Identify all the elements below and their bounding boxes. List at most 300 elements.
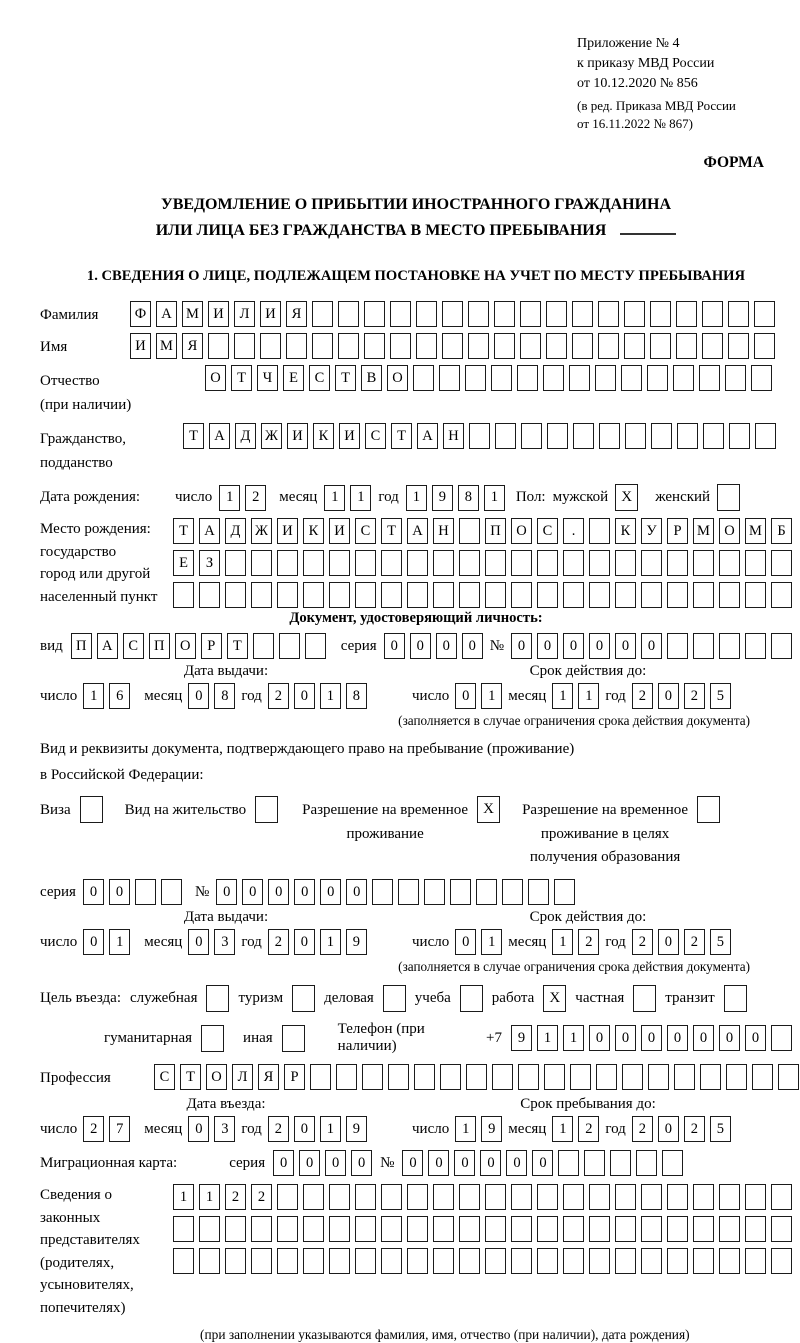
form-cell[interactable]: Л xyxy=(232,1064,253,1090)
form-cell[interactable] xyxy=(511,1184,532,1210)
form-cell[interactable] xyxy=(465,365,486,391)
form-cell[interactable]: С xyxy=(537,518,558,544)
form-cell[interactable]: 0 xyxy=(532,1150,553,1176)
form-cell[interactable] xyxy=(674,1064,695,1090)
purpose-official-checkbox[interactable] xyxy=(206,985,229,1012)
form-cell[interactable] xyxy=(702,333,723,359)
form-cell[interactable] xyxy=(745,1184,766,1210)
form-cell[interactable] xyxy=(667,582,688,608)
form-cell[interactable] xyxy=(381,1184,402,1210)
form-cell[interactable] xyxy=(390,301,411,327)
form-cell[interactable] xyxy=(310,1064,331,1090)
form-cell[interactable] xyxy=(641,1184,662,1210)
form-cell[interactable] xyxy=(547,423,568,449)
form-cell[interactable] xyxy=(251,550,272,576)
form-cell[interactable]: 0 xyxy=(641,633,662,659)
form-cell[interactable] xyxy=(625,423,646,449)
form-cell[interactable]: 0 xyxy=(615,1025,636,1051)
form-cell[interactable] xyxy=(563,1248,584,1274)
form-cell[interactable]: 8 xyxy=(346,683,367,709)
form-cell[interactable]: 9 xyxy=(346,1116,367,1142)
form-cell[interactable] xyxy=(589,1248,610,1274)
form-cell[interactable]: Ж xyxy=(251,518,272,544)
form-cell[interactable] xyxy=(381,1248,402,1274)
form-cell[interactable]: 0 xyxy=(299,1150,320,1176)
form-cell[interactable] xyxy=(719,1248,740,1274)
form-cell[interactable] xyxy=(433,1184,454,1210)
form-cell[interactable] xyxy=(745,582,766,608)
form-cell[interactable]: Т xyxy=(381,518,402,544)
form-cell[interactable] xyxy=(338,333,359,359)
form-cell[interactable]: 0 xyxy=(402,1150,423,1176)
form-cell[interactable] xyxy=(729,423,750,449)
form-cell[interactable]: 1 xyxy=(173,1184,194,1210)
form-cell[interactable] xyxy=(622,1064,643,1090)
purpose-private-checkbox[interactable] xyxy=(633,985,656,1012)
form-cell[interactable]: 0 xyxy=(242,879,263,905)
form-cell[interactable] xyxy=(667,633,688,659)
form-cell[interactable] xyxy=(719,1184,740,1210)
form-cell[interactable]: 5 xyxy=(710,929,731,955)
form-cell[interactable]: 1 xyxy=(320,683,341,709)
form-cell[interactable] xyxy=(667,1216,688,1242)
form-cell[interactable] xyxy=(537,582,558,608)
form-cell[interactable] xyxy=(693,582,714,608)
form-cell[interactable] xyxy=(728,301,749,327)
form-cell[interactable] xyxy=(752,1064,773,1090)
form-cell[interactable] xyxy=(253,633,274,659)
form-cell[interactable] xyxy=(459,1184,480,1210)
form-cell[interactable]: 0 xyxy=(83,879,104,905)
form-cell[interactable]: 6 xyxy=(109,683,130,709)
form-cell[interactable] xyxy=(199,1216,220,1242)
form-cell[interactable]: Д xyxy=(225,518,246,544)
form-cell[interactable]: Т xyxy=(227,633,248,659)
form-cell[interactable]: 0 xyxy=(384,633,405,659)
form-cell[interactable] xyxy=(407,550,428,576)
form-cell[interactable] xyxy=(719,633,740,659)
form-cell[interactable]: 8 xyxy=(214,683,235,709)
form-cell[interactable]: 1 xyxy=(219,485,240,511)
form-cell[interactable] xyxy=(537,1216,558,1242)
form-cell[interactable] xyxy=(372,879,393,905)
form-cell[interactable] xyxy=(520,301,541,327)
form-cell[interactable] xyxy=(135,879,156,905)
form-cell[interactable] xyxy=(641,582,662,608)
form-cell[interactable]: 0 xyxy=(188,1116,209,1142)
form-cell[interactable]: 0 xyxy=(480,1150,501,1176)
form-cell[interactable] xyxy=(771,1184,792,1210)
form-cell[interactable] xyxy=(414,1064,435,1090)
form-cell[interactable]: О xyxy=(205,365,226,391)
form-cell[interactable] xyxy=(563,1184,584,1210)
form-cell[interactable]: 1 xyxy=(324,485,345,511)
form-cell[interactable]: М xyxy=(182,301,203,327)
form-cell[interactable] xyxy=(173,582,194,608)
form-cell[interactable] xyxy=(544,1064,565,1090)
form-cell[interactable]: А xyxy=(209,423,230,449)
form-cell[interactable] xyxy=(491,365,512,391)
form-cell[interactable] xyxy=(615,1216,636,1242)
form-cell[interactable]: 1 xyxy=(199,1184,220,1210)
form-cell[interactable] xyxy=(416,301,437,327)
form-cell[interactable]: 0 xyxy=(589,1025,610,1051)
form-cell[interactable] xyxy=(693,1216,714,1242)
form-cell[interactable] xyxy=(234,333,255,359)
form-cell[interactable] xyxy=(277,1184,298,1210)
form-cell[interactable] xyxy=(563,550,584,576)
form-cell[interactable] xyxy=(260,333,281,359)
form-cell[interactable] xyxy=(699,365,720,391)
form-cell[interactable] xyxy=(771,550,792,576)
form-cell[interactable] xyxy=(667,1248,688,1274)
form-cell[interactable]: З xyxy=(199,550,220,576)
form-cell[interactable] xyxy=(199,582,220,608)
form-cell[interactable]: Д xyxy=(235,423,256,449)
form-cell[interactable] xyxy=(563,1216,584,1242)
form-cell[interactable] xyxy=(521,423,542,449)
form-cell[interactable] xyxy=(572,301,593,327)
form-cell[interactable]: С xyxy=(365,423,386,449)
form-cell[interactable] xyxy=(726,1064,747,1090)
form-cell[interactable] xyxy=(570,1064,591,1090)
form-cell[interactable]: О xyxy=(175,633,196,659)
form-cell[interactable] xyxy=(537,1184,558,1210)
form-cell[interactable] xyxy=(745,1216,766,1242)
form-cell[interactable]: 0 xyxy=(455,929,476,955)
sex-male-checkbox[interactable]: X xyxy=(615,484,638,511)
form-cell[interactable] xyxy=(745,1248,766,1274)
form-cell[interactable] xyxy=(771,633,792,659)
form-cell[interactable] xyxy=(511,550,532,576)
form-cell[interactable] xyxy=(355,1216,376,1242)
form-cell[interactable]: Т xyxy=(335,365,356,391)
form-cell[interactable]: С xyxy=(355,518,376,544)
purpose-humanitarian-checkbox[interactable] xyxy=(201,1025,224,1052)
form-cell[interactable]: М xyxy=(156,333,177,359)
form-cell[interactable]: Т xyxy=(231,365,252,391)
form-cell[interactable]: Т xyxy=(183,423,204,449)
form-cell[interactable] xyxy=(494,301,515,327)
form-cell[interactable] xyxy=(485,1216,506,1242)
form-cell[interactable] xyxy=(388,1064,409,1090)
purpose-tourism-checkbox[interactable] xyxy=(292,985,315,1012)
form-cell[interactable] xyxy=(771,1025,792,1051)
form-cell[interactable]: 2 xyxy=(632,1116,653,1142)
form-cell[interactable]: Ф xyxy=(130,301,151,327)
form-cell[interactable]: 1 xyxy=(537,1025,558,1051)
form-cell[interactable] xyxy=(554,879,575,905)
form-cell[interactable] xyxy=(442,301,463,327)
form-cell[interactable]: Е xyxy=(173,550,194,576)
form-cell[interactable] xyxy=(161,879,182,905)
form-cell[interactable]: 1 xyxy=(320,929,341,955)
form-cell[interactable]: 0 xyxy=(216,879,237,905)
form-cell[interactable]: И xyxy=(287,423,308,449)
form-cell[interactable] xyxy=(693,633,714,659)
form-cell[interactable] xyxy=(398,879,419,905)
form-cell[interactable] xyxy=(673,365,694,391)
form-cell[interactable] xyxy=(589,582,610,608)
form-cell[interactable]: 2 xyxy=(245,485,266,511)
form-cell[interactable] xyxy=(466,1064,487,1090)
form-cell[interactable] xyxy=(589,1184,610,1210)
form-cell[interactable] xyxy=(546,333,567,359)
form-cell[interactable] xyxy=(771,582,792,608)
form-cell[interactable] xyxy=(303,582,324,608)
form-cell[interactable] xyxy=(589,518,610,544)
form-cell[interactable]: 2 xyxy=(268,1116,289,1142)
form-cell[interactable] xyxy=(468,333,489,359)
form-cell[interactable] xyxy=(225,1216,246,1242)
form-cell[interactable]: 3 xyxy=(214,1116,235,1142)
form-cell[interactable] xyxy=(755,423,776,449)
form-cell[interactable]: 0 xyxy=(188,683,209,709)
form-cell[interactable]: 2 xyxy=(684,1116,705,1142)
form-cell[interactable]: П xyxy=(485,518,506,544)
form-cell[interactable] xyxy=(251,1248,272,1274)
form-cell[interactable] xyxy=(725,365,746,391)
form-cell[interactable]: 1 xyxy=(552,683,573,709)
form-cell[interactable]: 0 xyxy=(745,1025,766,1051)
form-cell[interactable]: . xyxy=(563,518,584,544)
form-cell[interactable] xyxy=(329,550,350,576)
form-cell[interactable] xyxy=(459,582,480,608)
form-cell[interactable] xyxy=(381,1216,402,1242)
form-cell[interactable] xyxy=(598,301,619,327)
form-cell[interactable] xyxy=(615,550,636,576)
form-cell[interactable] xyxy=(433,550,454,576)
form-cell[interactable]: 2 xyxy=(83,1116,104,1142)
form-cell[interactable]: А xyxy=(199,518,220,544)
form-cell[interactable] xyxy=(407,1216,428,1242)
form-cell[interactable]: У xyxy=(641,518,662,544)
form-cell[interactable]: 2 xyxy=(632,929,653,955)
form-cell[interactable]: 9 xyxy=(346,929,367,955)
form-cell[interactable]: Р xyxy=(667,518,688,544)
form-cell[interactable]: 2 xyxy=(268,683,289,709)
form-cell[interactable]: 1 xyxy=(578,683,599,709)
form-cell[interactable] xyxy=(355,1248,376,1274)
form-cell[interactable] xyxy=(537,550,558,576)
form-cell[interactable] xyxy=(303,1184,324,1210)
form-cell[interactable] xyxy=(693,550,714,576)
form-cell[interactable] xyxy=(584,1150,605,1176)
form-cell[interactable]: 0 xyxy=(188,929,209,955)
form-cell[interactable]: 0 xyxy=(462,633,483,659)
form-cell[interactable]: 0 xyxy=(658,929,679,955)
form-cell[interactable] xyxy=(355,550,376,576)
form-cell[interactable] xyxy=(589,1216,610,1242)
form-cell[interactable] xyxy=(329,1248,350,1274)
form-cell[interactable]: 0 xyxy=(455,683,476,709)
form-cell[interactable]: 1 xyxy=(109,929,130,955)
form-cell[interactable]: А xyxy=(156,301,177,327)
purpose-work-checkbox[interactable]: X xyxy=(543,985,566,1012)
form-cell[interactable]: 0 xyxy=(436,633,457,659)
form-cell[interactable]: 0 xyxy=(537,633,558,659)
form-cell[interactable]: Я xyxy=(286,301,307,327)
form-cell[interactable] xyxy=(599,423,620,449)
form-cell[interactable]: Т xyxy=(391,423,412,449)
form-cell[interactable]: И xyxy=(329,518,350,544)
form-cell[interactable] xyxy=(225,582,246,608)
form-cell[interactable]: Т xyxy=(180,1064,201,1090)
form-cell[interactable] xyxy=(596,1064,617,1090)
form-cell[interactable] xyxy=(598,333,619,359)
form-cell[interactable]: 1 xyxy=(552,1116,573,1142)
form-cell[interactable]: 2 xyxy=(632,683,653,709)
form-cell[interactable]: К xyxy=(313,423,334,449)
form-cell[interactable]: 2 xyxy=(684,683,705,709)
form-cell[interactable] xyxy=(771,1216,792,1242)
form-cell[interactable]: 1 xyxy=(484,485,505,511)
form-cell[interactable] xyxy=(173,1248,194,1274)
form-cell[interactable] xyxy=(511,1216,532,1242)
form-cell[interactable]: 0 xyxy=(294,683,315,709)
form-cell[interactable] xyxy=(433,1216,454,1242)
form-cell[interactable] xyxy=(537,1248,558,1274)
form-cell[interactable] xyxy=(277,1216,298,1242)
form-cell[interactable]: Я xyxy=(182,333,203,359)
form-cell[interactable]: 3 xyxy=(214,929,235,955)
form-cell[interactable] xyxy=(641,1248,662,1274)
form-cell[interactable]: 2 xyxy=(251,1184,272,1210)
form-cell[interactable] xyxy=(495,423,516,449)
form-cell[interactable] xyxy=(589,550,610,576)
form-cell[interactable] xyxy=(492,1064,513,1090)
form-cell[interactable]: 0 xyxy=(658,1116,679,1142)
form-cell[interactable]: 1 xyxy=(350,485,371,511)
form-cell[interactable] xyxy=(624,301,645,327)
form-cell[interactable] xyxy=(621,365,642,391)
visa-checkbox[interactable] xyxy=(80,796,103,823)
form-cell[interactable] xyxy=(771,1248,792,1274)
form-cell[interactable]: 1 xyxy=(481,683,502,709)
form-cell[interactable] xyxy=(329,582,350,608)
temp-residence-checkbox[interactable]: X xyxy=(477,796,500,823)
form-cell[interactable]: 1 xyxy=(552,929,573,955)
form-cell[interactable] xyxy=(778,1064,799,1090)
form-cell[interactable]: 0 xyxy=(563,633,584,659)
sex-female-checkbox[interactable] xyxy=(717,484,740,511)
form-cell[interactable] xyxy=(303,550,324,576)
form-cell[interactable]: 0 xyxy=(658,683,679,709)
form-cell[interactable]: 2 xyxy=(578,929,599,955)
form-cell[interactable] xyxy=(693,1184,714,1210)
form-cell[interactable]: К xyxy=(615,518,636,544)
purpose-study-checkbox[interactable] xyxy=(460,985,483,1012)
form-cell[interactable]: 0 xyxy=(320,879,341,905)
form-cell[interactable] xyxy=(442,333,463,359)
form-cell[interactable]: 1 xyxy=(83,683,104,709)
form-cell[interactable]: А xyxy=(407,518,428,544)
form-cell[interactable]: О xyxy=(719,518,740,544)
form-cell[interactable]: Н xyxy=(443,423,464,449)
form-cell[interactable]: 0 xyxy=(719,1025,740,1051)
form-cell[interactable] xyxy=(303,1216,324,1242)
form-cell[interactable] xyxy=(494,333,515,359)
form-cell[interactable] xyxy=(667,550,688,576)
form-cell[interactable]: 0 xyxy=(615,633,636,659)
form-cell[interactable]: 8 xyxy=(458,485,479,511)
form-cell[interactable] xyxy=(719,550,740,576)
form-cell[interactable] xyxy=(450,879,471,905)
form-cell[interactable]: 5 xyxy=(710,1116,731,1142)
form-cell[interactable] xyxy=(338,301,359,327)
form-cell[interactable] xyxy=(303,1248,324,1274)
form-cell[interactable] xyxy=(208,333,229,359)
form-cell[interactable] xyxy=(693,1248,714,1274)
form-cell[interactable]: 9 xyxy=(432,485,453,511)
form-cell[interactable] xyxy=(615,582,636,608)
form-cell[interactable]: 0 xyxy=(410,633,431,659)
form-cell[interactable]: 2 xyxy=(578,1116,599,1142)
form-cell[interactable] xyxy=(468,301,489,327)
form-cell[interactable]: С xyxy=(309,365,330,391)
form-cell[interactable]: М xyxy=(693,518,714,544)
form-cell[interactable] xyxy=(624,333,645,359)
form-cell[interactable] xyxy=(312,301,333,327)
form-cell[interactable] xyxy=(651,423,672,449)
form-cell[interactable]: 5 xyxy=(710,683,731,709)
form-cell[interactable]: 1 xyxy=(481,929,502,955)
form-cell[interactable] xyxy=(754,301,775,327)
form-cell[interactable]: 0 xyxy=(511,633,532,659)
temp-residence-edu-checkbox[interactable] xyxy=(697,796,720,823)
form-cell[interactable]: И xyxy=(260,301,281,327)
form-cell[interactable] xyxy=(676,301,697,327)
form-cell[interactable] xyxy=(329,1216,350,1242)
form-cell[interactable] xyxy=(251,1216,272,1242)
form-cell[interactable] xyxy=(381,582,402,608)
form-cell[interactable]: 0 xyxy=(109,879,130,905)
form-cell[interactable] xyxy=(546,301,567,327)
form-cell[interactable] xyxy=(703,423,724,449)
form-cell[interactable]: 9 xyxy=(511,1025,532,1051)
form-cell[interactable]: 0 xyxy=(641,1025,662,1051)
form-cell[interactable] xyxy=(286,333,307,359)
form-cell[interactable] xyxy=(745,633,766,659)
form-cell[interactable] xyxy=(329,1184,350,1210)
form-cell[interactable] xyxy=(364,301,385,327)
form-cell[interactable]: 0 xyxy=(693,1025,714,1051)
form-cell[interactable]: 9 xyxy=(481,1116,502,1142)
form-cell[interactable] xyxy=(433,1248,454,1274)
form-cell[interactable] xyxy=(751,365,772,391)
form-cell[interactable] xyxy=(469,423,490,449)
form-cell[interactable] xyxy=(413,365,434,391)
form-cell[interactable]: 2 xyxy=(268,929,289,955)
form-cell[interactable] xyxy=(518,1064,539,1090)
form-cell[interactable]: 1 xyxy=(455,1116,476,1142)
form-cell[interactable]: Т xyxy=(173,518,194,544)
form-cell[interactable]: И xyxy=(339,423,360,449)
form-cell[interactable] xyxy=(543,365,564,391)
form-cell[interactable] xyxy=(719,1216,740,1242)
form-cell[interactable] xyxy=(459,1216,480,1242)
form-cell[interactable]: М xyxy=(745,518,766,544)
form-cell[interactable]: И xyxy=(130,333,151,359)
form-cell[interactable] xyxy=(647,365,668,391)
form-cell[interactable] xyxy=(433,582,454,608)
form-cell[interactable] xyxy=(407,1248,428,1274)
form-cell[interactable] xyxy=(277,1248,298,1274)
form-cell[interactable]: 0 xyxy=(294,1116,315,1142)
form-cell[interactable] xyxy=(364,333,385,359)
form-cell[interactable] xyxy=(676,333,697,359)
form-cell[interactable] xyxy=(336,1064,357,1090)
